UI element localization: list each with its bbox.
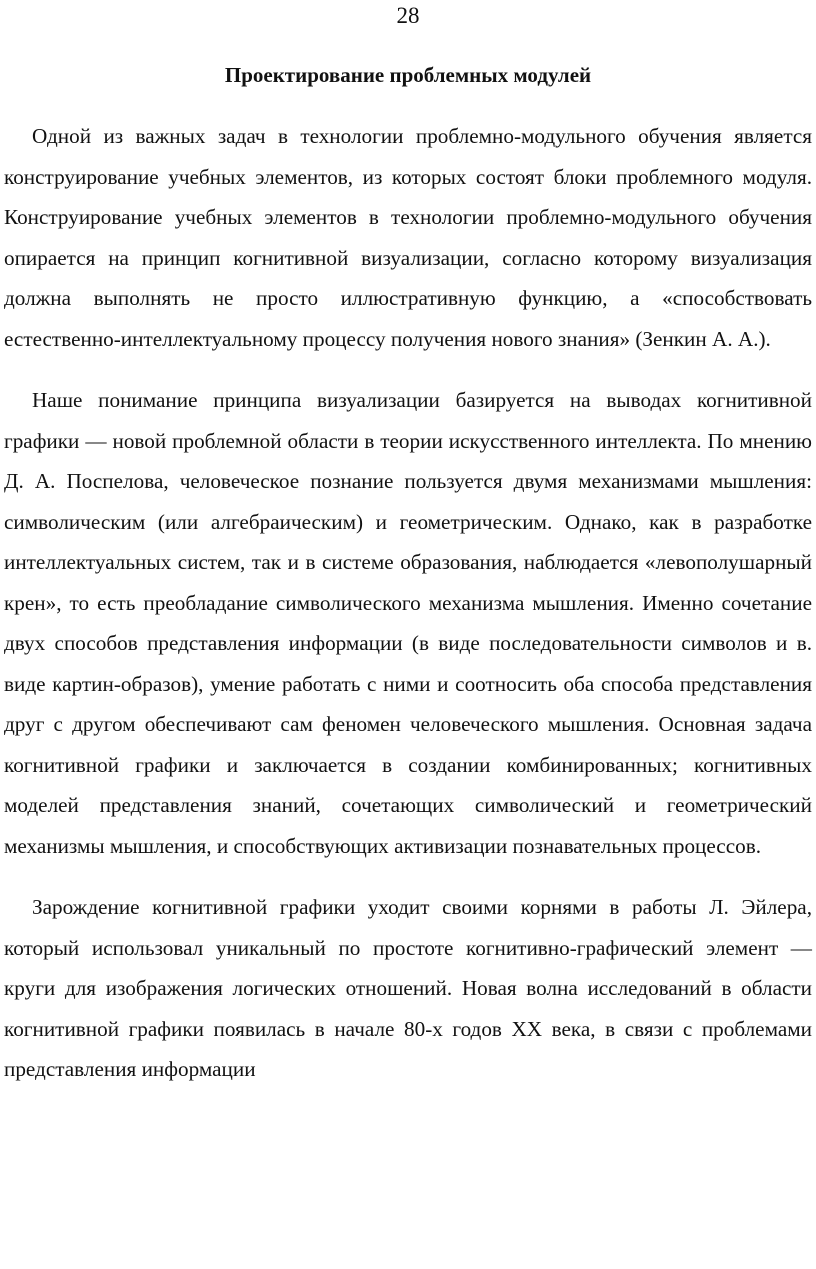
paragraph-1: Одной из важных задач в технологии проблемно-модульного обучения является конструирование учебных элементов, из которых состоят блоки проблемного модуля. Конструирование учебных элементов в технологии проблемно-модульного обучения опирается на принцип когнитивной визуализации, согласно которому визуализация должна выполнять не просто иллюстративную функцию, а «способствовать естественно-интеллектуальному процессу получения нового знания» (Зенкин А. А.).: [4, 124, 812, 351]
body-text: [4, 116, 812, 1090]
section-heading: Проектирование проблемных модулей: [224, 63, 592, 87]
page-number: 28: [396, 3, 420, 28]
paragraph-3: Зарождение когнитивной графики уходит своими корнями в работы Л. Эйлера, который использовал уникальный по простоте когнитивно-графический элемент — круги для изображения логических отношений. Новая волна исследований в области когнитивной графики появилась в начале 80-х годов XX века, в связи с проблемами представления информации: [4, 895, 812, 1081]
paragraph-2: Наше понимание принципа визуализации базируется на выводах когнитивной графики — новой проблемной области в теории искусственного интеллекта. По мнению Д. А. Поспелова, человеческое познание пользуется двумя механизмами мышления: символическим (или алгебраическим) и геометрическим. Однако, как в разработке интеллектуальных систем, так и в системе образования, наблюдается «левополушарный крен», то есть преобладание символического механизма мышления. Именно сочетание двух способов представления информации (в виде последовательности символов и в. виде картин-образов), умение работать с ними и соотносить оба способа представления друг с другом обеспечивают сам феномен человеческого мышления. Основная задача когнитивной графики и заключается в создании комбинированных; когнитивных моделей представления знаний, сочетающих символический и геометрический механизмы мышления, и способствующих активизации познавательных процессов.: [4, 388, 812, 858]
